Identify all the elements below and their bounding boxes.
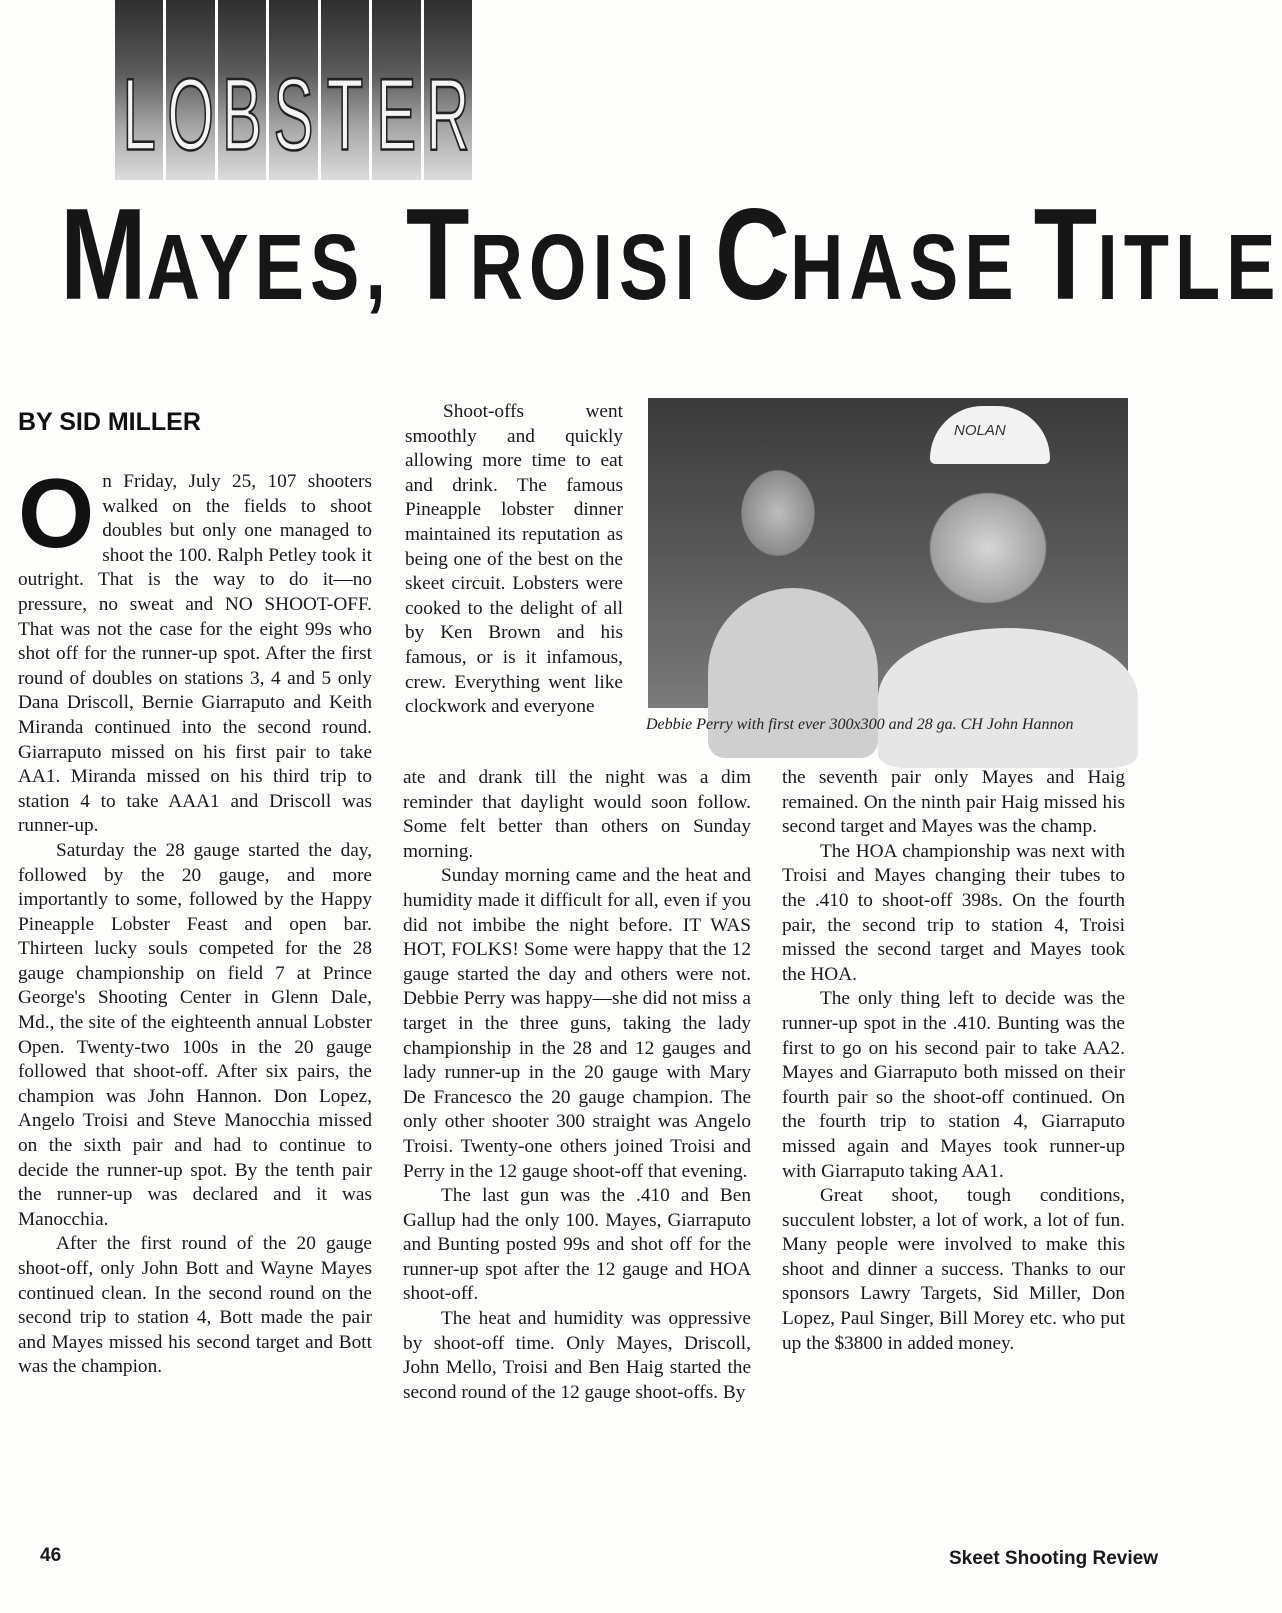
page-number: 46 (40, 1545, 62, 1566)
kicker-letter: B (218, 0, 266, 180)
paragraph: Sunday morning came and the heat and humidity made it difficult for all, even if you did not imbibe the night before. IT WAS HOT, FOLKS! Some were happy that the 12 gauge started the day and others were not. Debbie Perry was happy—she did not miss a target in the three guns, taking the lady championship in the 28 and 12 gauges and lady runner-up in the 20 gauge with Mary De Francesco the 20 gauge champion. The only other shooter 300 straight was Angelo Troisi. Twenty-one others joined Troisi and Perry in the 12 gauge shoot-off that evening. (403, 865, 751, 1182)
kicker-letter: O (166, 0, 214, 180)
paragraph: Saturday the 28 gauge started the day, followed by the 20 gauge, and more importantly to some, followed by the Happy Pineapple Lobster Feast and open bar. Thirteen lucky souls competed for the 28 gauge championship on field 7 at Prince George's Shooting Center in Glenn Dale, Md., the site of the eighteenth annual Lobster Open. Twenty-two 100s in the 20 gauge followed that shoot-off. After six pairs, the champion was John Hannon. Don Lopez, Angelo Troisi and Steve Manocchia missed on the sixth pair and had to continue to decide the runner-up spot. By the tenth pair the runner-up was declared and it was Manocchia. (18, 839, 372, 1230)
section-kicker (115, 0, 475, 180)
kicker-letter: L (115, 0, 163, 180)
kicker-letter: E (372, 0, 420, 180)
paragraph: The HOA championship was next with Troisi and Mayes changing their tubes to the .410 to shoot-off 398s. On the fourth pair, the second trip to station 4, Troisi missed the second target and Mayes took the HOA. (782, 840, 1125, 985)
kicker-letter: T (321, 0, 369, 180)
article-headline (60, 182, 1282, 328)
drop-cap: O (18, 458, 95, 568)
kicker-letter: S (269, 0, 317, 180)
byline: BY SID MILLER (18, 408, 201, 436)
article-photo (648, 398, 1128, 708)
paragraph: Great shoot, tough conditions, succulent lobster, a lot of work, a lot of fun. Many people were involved to make this shoot and dinner a success. Thanks to our sponsors Lawry Targets, Sid Miller, Don Lopez, Paul Singer, Bill Morey etc. who put up the $3800 in added money. (782, 1185, 1125, 1354)
kicker-letter: R (424, 0, 472, 180)
headline-word: MAYES, (60, 182, 392, 328)
article-column-2-top (405, 400, 623, 720)
paragraph: Shoot-offs went smoothly and quickly allowing more time to eat and drink. The famous Pineapple lobster dinner maintained its reputation as being one of the best on the skeet circuit. Lobsters were cooked to the delight of all by Ken Brown and his famous, or is it infamous, crew. Everything went like clockwork and everyone (405, 401, 623, 718)
paragraph: The only thing left to decide was the runner-up spot in the .410. Bunting was the first to go on his second pair to take AA2. Mayes and Giarraputo both missed on their fourth pair so the shoot-off continued. On the fourth trip to station 4, Giarraputo missed again and Mayes took runner-up with Giarraputo taking AA1. (782, 988, 1125, 1182)
photo-figure (878, 628, 1138, 768)
article-column-3 (782, 766, 1125, 1356)
paragraph: The heat and humidity was oppressive by shoot-off time. Only Mayes, Driscoll, John Mello, Troisi and Ben Haig started the second round of the 12 gauge shoot-offs. By (403, 1308, 751, 1403)
paragraph: On Friday, July 25, 107 shooters walked on the fields to shoot doubles but only one managed to shoot the 100. Ralph Petley took it outright. That is the way to do it—no pressure, no sweat and NO SHOOT-OFF. That was not the case for the eight 99s who shot off for the runner-up spot. After the first round of doubles on stations 3, 4 and 5 only Dana Driscoll, Bernie Giarraputo and Keith Miranda continued into the second round. Giarraputo missed on his first pair to take AA1. Miranda missed on his third trip to station 4 to take AAA1 and Driscoll was runner-up. (18, 458, 372, 837)
paragraph: The last gun was the .410 and Ben Gallup had the only 100. Mayes, Giarraputo and Bunting posted 99s and shot off for the runner-up spot after the 12 gauge and HOA shoot-off. (403, 1185, 751, 1305)
paragraph: the seventh pair only Mayes and Haig remained. On the ninth pair Haig missed his second target and Mayes was the champ. (782, 767, 1125, 838)
paragraph: ate and drank till the night was a dim reminder that daylight would soon follow. Some felt better than others on Sunday morning. (403, 767, 751, 862)
paragraph: After the first round of the 20 gauge shoot-off, only John Bott and Wayne Mayes continued clean. In the second round on the second trip to station 4, Bott made the pair and Mayes missed his second target and Bott was the champion. (18, 1233, 372, 1378)
headline-word: TITLE (1033, 182, 1282, 328)
magazine-name: Skeet Shooting Review (948, 1548, 1158, 1569)
photo-cap-logo: NOLAN (954, 422, 1006, 439)
headline-word: CHASE (714, 182, 1020, 328)
headline-word: TROISI (405, 182, 701, 328)
article-column-2 (403, 766, 751, 1405)
article-column-1 (18, 458, 372, 1380)
photo-caption: Debbie Perry with first ever 300x300 and 28 ga. CH John Hannon (646, 716, 1074, 733)
